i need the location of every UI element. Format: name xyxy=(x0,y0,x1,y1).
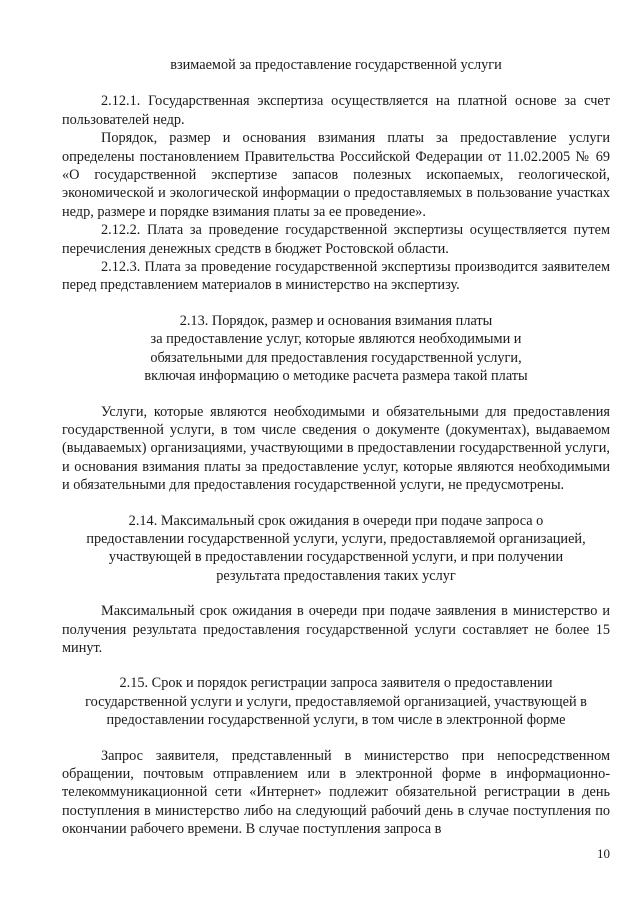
heading-line: включая информацию о методике расчета размера такой платы xyxy=(144,368,528,385)
heading-line: 2.14. Максимальный срок ожидания в очереди при подаче запроса о xyxy=(128,512,544,529)
heading-line: результата предоставления таких услуг xyxy=(216,567,456,584)
heading-line: предоставлении государственной услуги, в том числе в электронной форме xyxy=(106,712,566,729)
section-heading-continuation: взимаемой за предоставление государственной услуги xyxy=(170,57,502,73)
heading-line: предоставлении государственной услуги, услуги, предоставляемой организацией, xyxy=(86,530,586,547)
paragraph-2-14: Максимальный срок ожидания в очереди при подаче заявления в министерство и получения результата предоставления государственной услуги составляет не более 15 минут. xyxy=(62,603,610,656)
page-number: 10 xyxy=(597,846,610,861)
paragraph-2-12-3: 2.12.3. Плата за проведение государственной экспертизы производится заявителем перед представлением материалов в министерство на экспертизу. xyxy=(62,259,610,294)
heading-line: за предоставление услуг, которые являются необходимыми и xyxy=(150,331,522,348)
paragraph-2-13: Услуги, которые являются необходимыми и обязательными для предоставления государственной услуги, в том числе сведения о документе (документах), выдаваемом (выдаваемых) организациями, участвующими в предоставлении государственной услуги, и основания взимания платы за предоставление услуг, которые являются необходимыми и обязательными для предоставления государственной услуги, не предусмотрены. xyxy=(62,403,610,494)
heading-line: государственной услуги и услуги, предоставляемой организацией, участвующей в xyxy=(85,693,587,710)
section-heading-2-15 xyxy=(62,674,610,729)
paragraph-2-15: Запрос заявителя, представленный в министерство при непосредственном обращении, почтовым отправлением или в электронной форме в информационно-телекоммуникационной сети «Интернет» подлежит обязательной регистрации в день поступления в министерство либо на следующий рабочий день в случае поступления по окончании рабочего времени. В случае поступления запроса в xyxy=(62,747,610,838)
heading-line: 2.13. Порядок, размер и основания взимания платы xyxy=(179,312,493,329)
heading-line: 2.15. Срок и порядок регистрации запроса заявителя о предоставлении xyxy=(119,675,553,692)
paragraph-2-12-1: 2.12.1. Государственная экспертиза осуществляется на платной основе за счет пользователей недр. xyxy=(62,93,610,128)
heading-line: обязательными для предоставления государственной услуги, xyxy=(150,349,522,366)
paragraph-2-12-2: 2.12.2. Плата за проведение государственной экспертизы осуществляется путем перечисления денежных средств в бюджет Ростовской области. xyxy=(62,222,610,257)
section-heading-2-14 xyxy=(62,512,610,586)
section-heading-2-13 xyxy=(62,312,610,386)
paragraph-payment-order: Порядок, размер и основания взимания платы за предоставление услуги определены постановлением Правительства Российской Федерации от 11.02.2005 № 69 «О государственной экспертизе запасов полезных ископаемых, геологической, экономической и экологической информации о предоставляемых в пользование участках недр, размере и порядке взимания платы за ее проведение». xyxy=(62,130,610,220)
heading-line: участвующей в предоставлении государственной услуги, и при получении xyxy=(108,549,564,566)
